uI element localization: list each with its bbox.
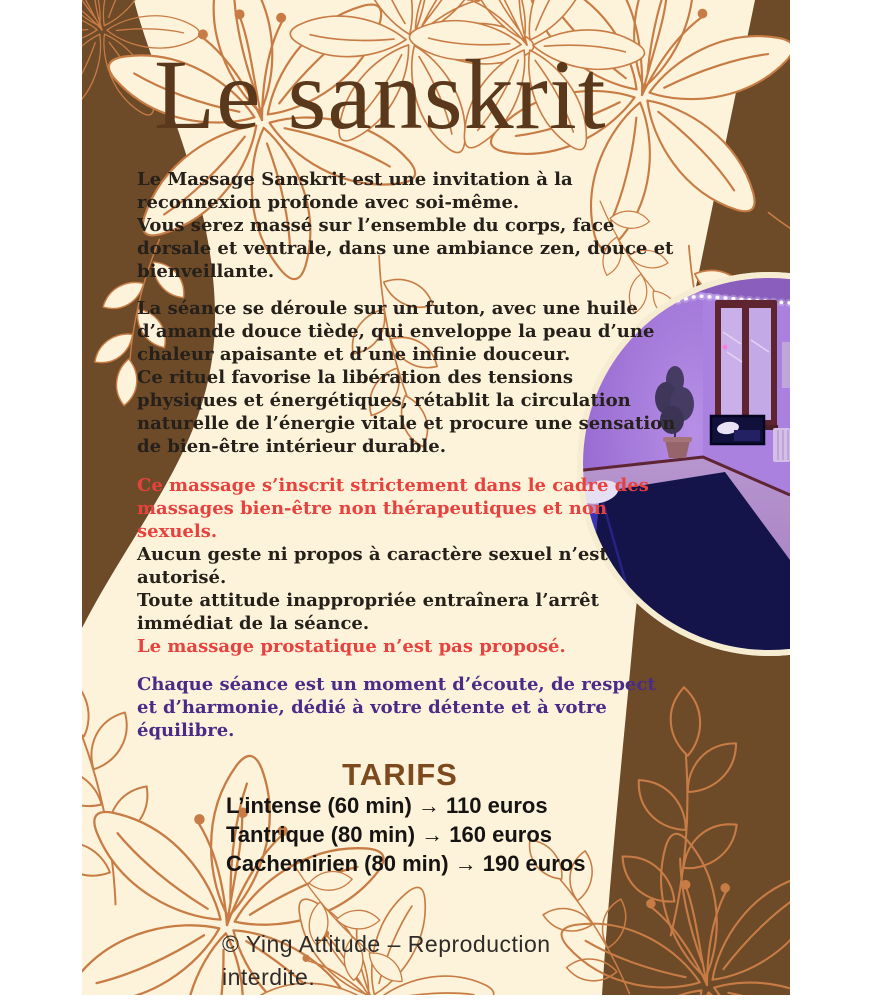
tarif-item: Tantrique (80 min) → 160 euros [226, 822, 553, 847]
deroulement-paragraph [137, 297, 675, 458]
text-line: de bien-être intérieur durable. [137, 436, 446, 457]
text-line: et d’harmonie, dédié à votre détente et à votre [137, 697, 607, 718]
text-line: interdite. [222, 964, 316, 990]
photo-mirror [711, 416, 764, 444]
tarifs-list [226, 791, 585, 878]
flyer-page [82, 0, 790, 995]
text-line: physiques et énergétiques, rétablit la circulation [137, 390, 631, 411]
text-line: Chaque séance est un moment d’écoute, de respect [137, 674, 656, 695]
text-line: dorsale et ventrale, dans une ambiance zen, douce et [137, 238, 674, 259]
text-line: Le Massage Sanskrit est une invitation à la [137, 169, 573, 190]
text-line: © Ying Attitude – Reproduction [222, 931, 551, 957]
text-line: Le massage prostatique n’est pas proposé. [137, 636, 566, 657]
tarifs-heading: TARIFS [342, 757, 458, 792]
text-line: Ce massage s’inscrit strictement dans le cadre des [137, 475, 649, 496]
photo-radiator [773, 428, 790, 462]
text-line: La séance se déroule sur un futon, avec une huile [137, 298, 638, 319]
rule-paragraph [137, 543, 608, 589]
conclusion-paragraph [137, 673, 656, 742]
text-line: Ce rituel favorise la libération des tensions [137, 367, 573, 388]
warning-paragraph [137, 474, 649, 543]
text-line: chaleur apaisante et d’une infinie douceur. [137, 344, 571, 365]
text-line: sexuels. [137, 521, 218, 542]
prostatique-note [137, 635, 566, 658]
text-line: Toute attitude inappropriée entraînera l’arrêt [137, 590, 599, 611]
text-line: Aucun geste ni propos à caractère sexuel n’est [137, 544, 608, 565]
text-line: d’amande douce tiède, qui enveloppe la peau d’une [137, 321, 655, 342]
text-line: Vous serez massé sur l’ensemble du corps, face [137, 215, 615, 236]
tarif-item: L’intense (60 min) → 110 euros [226, 793, 548, 818]
photo-window [712, 300, 778, 430]
text-line: bienveillante. [137, 261, 275, 282]
rule-paragraph [137, 589, 599, 635]
page-title: Le sanskrit [154, 39, 607, 150]
copyright-notice [222, 928, 551, 994]
text-line: reconnexion profonde avec soi-même. [137, 192, 520, 213]
tarif-item: Cachemirien (80 min) → 190 euros [226, 851, 586, 876]
intro-paragraph [137, 168, 673, 283]
text-line: équilibre. [137, 720, 235, 741]
text-line: autorisé. [137, 567, 227, 588]
text-line: immédiat de la séance. [137, 613, 370, 634]
text-line: massages bien-être non thérapeutiques et non [137, 498, 607, 519]
text-line: naturelle de l’énergie vitale et procure une sensation [137, 413, 676, 434]
photo-picture-frame [782, 342, 790, 388]
